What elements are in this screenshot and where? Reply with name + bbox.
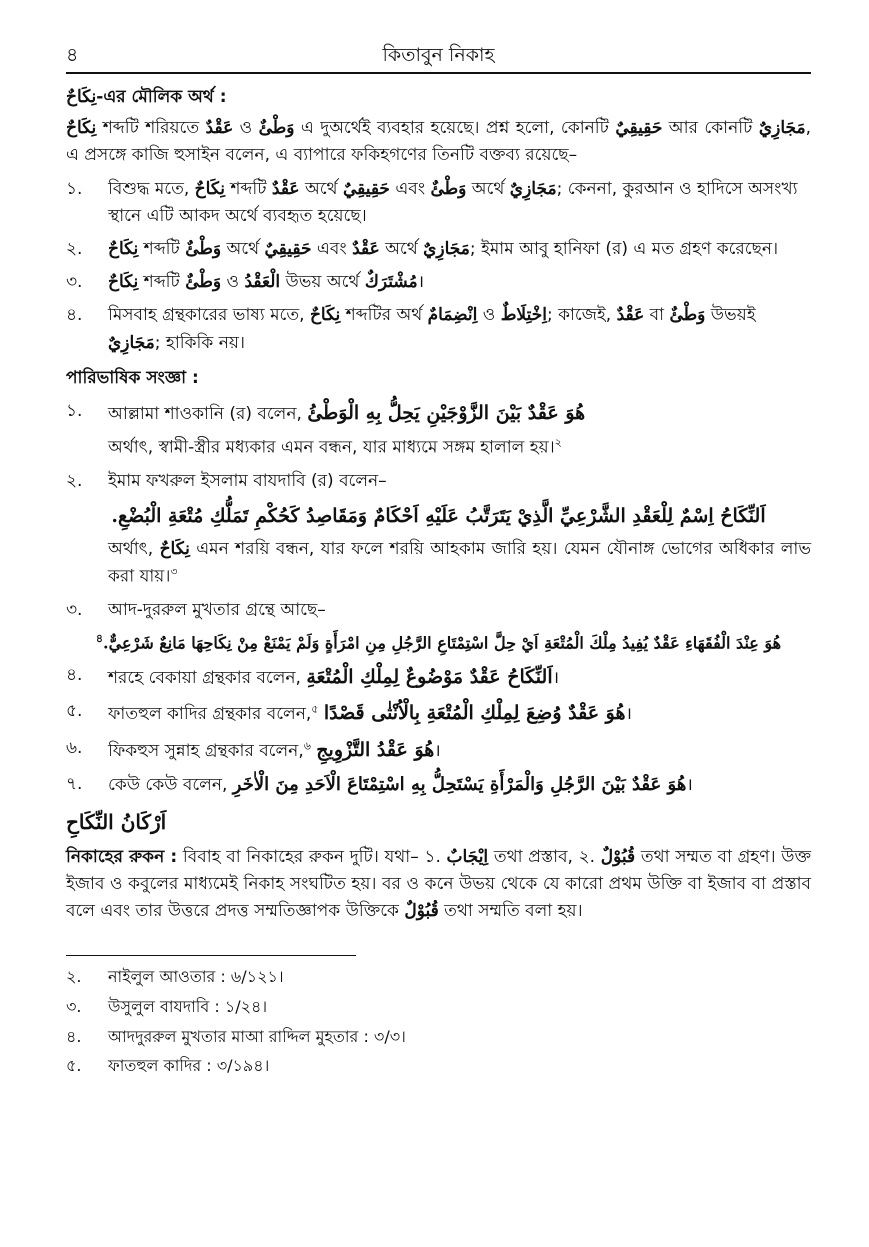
- footnote-ref[interactable]: ২: [554, 436, 562, 450]
- footnote-ref[interactable]: ৪: [95, 631, 104, 645]
- opinion-arabic-term: مَجَازِيٌ: [509, 178, 557, 199]
- page-title: কিতাবুন নিকাহ: [382, 44, 495, 66]
- opinion-item-1: [66, 176, 811, 230]
- heading-text: -এর মৌলিক অর্থ :: [96, 87, 227, 107]
- opinion-bengali-text: অর্থে: [221, 238, 265, 259]
- definition-item-5: [66, 698, 811, 728]
- footnote-ref[interactable]: ৬: [303, 738, 311, 752]
- intro-arabic-3: وَطْئٌ: [258, 118, 295, 139]
- footnote-text: উসুলুল বাযদাবি : ১/২৪।: [108, 996, 268, 1016]
- opinion-arabic-term: نِكَاحٌ: [309, 305, 341, 326]
- opinion-bengali-text: ও: [477, 305, 501, 326]
- end-mark: ।: [434, 740, 441, 761]
- arkan-heading: اَرْكَانُ النِّكَاحِ: [66, 809, 167, 834]
- intro-text-3: আর কোনটি: [668, 118, 753, 139]
- definition-body: [108, 735, 811, 765]
- definition-text: ফিকহুস সুন্নাহ গ্রন্থকার বলেন,: [108, 740, 304, 761]
- definition-arabic-2: اَلنِّكَاحُ اِسْمٌ لِلْعَقْدِ الشَّرْعِيِّ الَّذِيْ يَتَرَتَّبُ عَلَيْهِ اَحْكَامٌ وَمَقَاصِدُ كَحُكْمِ تَمَلُّكِ مُتْعَةِ الْبُضْعِ.: [111, 505, 766, 528]
- section-heading-definition: পারিভাষিক সংজ্ঞা :: [66, 367, 199, 388]
- opinion-bengali-text: ও: [221, 272, 245, 293]
- opinions-list: [66, 176, 811, 357]
- opinion-bengali-text: অর্থে: [466, 178, 510, 199]
- list-number: ৪.: [66, 305, 83, 326]
- definition-text: শরহে বেকায়া গ্রন্থকার বলেন,: [108, 667, 301, 688]
- arkan-arabic: قُبُوْلٌ: [600, 846, 636, 867]
- definition-item-7: [66, 771, 811, 800]
- intro-text-1: শব্দটি শরিয়তে: [102, 118, 200, 139]
- list-number: ২.: [66, 471, 83, 492]
- opinion-bengali-text: শব্দটি: [224, 178, 272, 199]
- definition-item-3: [66, 597, 811, 624]
- arabic-text: هُوَ عِنْدَ الْفُقَهَاءِ عَقْدٌ يُفِيدُ مِلْكَ الْمُتْعَةِ اَيْ حِلَّ اسْتِمْتَاعِ الرَّجُلِ مِنِ امْرَأَةٍ وَلَمْ يَمْنَعْ مِنْ نِكَاحِهَا مَانِعٌ شَرْعِيٌّ.: [103, 633, 782, 653]
- section-heading-meaning: [66, 84, 811, 111]
- arkan-arabic: اِيْجَابٌ: [446, 846, 489, 867]
- opinion-bengali-text: ; কেননা, কুরআন ও হাদিসে অসংখ্য স্থানে এটি আকদ অর্থে ব্যবহৃত হয়েছে।: [108, 178, 798, 226]
- definition-item-1: [66, 398, 811, 428]
- arkan-text: বিবাহ বা নিকাহের রুকন দুটি। যথা– ১.: [182, 846, 441, 867]
- opinion-arabic-term: مُشْتَرَكٌ: [364, 272, 418, 293]
- definition-arabic: اَلنِّكَاحُ عَقْدٌ مَوْضُوعٌ لِمِلْكِ الْمُتْعَةِ: [306, 665, 553, 688]
- meaning-text: এমন শরয়ি বন্ধন, যার ফলে শরয়ি আহকাম জারি হয়। যেমন যৌনাঙ্গ ভোগের অধিকার লাভ করা যায়।: [108, 538, 811, 587]
- list-number: ৭.: [66, 774, 83, 794]
- intro-text-2: এ দুঅর্থেই ব্যবহার হয়েছে। প্রশ্ন হলো, কোনটি: [300, 118, 609, 139]
- opinion-text: [108, 302, 811, 356]
- definition-arabic: هُوَ عَقْدٌ بَيْنَ الزَّوْجَيْنِ يَحِلُّ بِهِ الْوَطْئُ: [307, 401, 586, 424]
- opinion-arabic-term: وَطْئٌ: [185, 238, 222, 259]
- footnote-number: ৫.: [66, 1056, 82, 1076]
- opinion-item-3: [66, 269, 811, 296]
- definition-item-4: [66, 662, 811, 692]
- opinion-bengali-text: বা: [644, 305, 670, 326]
- footnote-text: ফাতহুল কাদির : ৩/১৯৪।: [108, 1056, 270, 1076]
- opinion-bengali-text: ; ইমাম আবু হানিফা (র) এ মত গ্রহণ করেছেন।: [469, 238, 779, 259]
- page: [66, 36, 811, 1083]
- opinion-arabic-term: حَقِيقِيٌ: [264, 238, 312, 259]
- opinion-arabic-term: مَجَازِيٌ: [108, 332, 155, 353]
- intro-text-4: , এ প্রসঙ্গে কাজি হুসাইন বলেন, এ ব্যাপারে ফকিহগণের তিনটি বক্তব্য রয়েছে–: [66, 118, 811, 166]
- opinion-bengali-text: ।: [417, 272, 425, 293]
- definition-text: কেউ কেউ বলেন,: [108, 775, 228, 795]
- opinion-text: [108, 176, 811, 230]
- opinion-item-4: [66, 302, 811, 356]
- intro-arabic-5: مَجَازِيٌ: [758, 118, 806, 139]
- arkan-paragraph: [66, 844, 811, 926]
- definition-text: ফাতহুল কাদির গ্রন্থকার বলেন,: [108, 704, 312, 725]
- opinion-arabic-term: اِنْضِمَامٌ: [427, 305, 478, 326]
- end-mark: ।: [686, 775, 693, 795]
- definition-arabic: هُوَ عَقْدُ التَّزْوِيجِ: [316, 738, 435, 761]
- list-number: ৩.: [66, 272, 83, 293]
- definition-text: আদ-দুররুল মুখতার গ্রন্থে আছে–: [108, 599, 326, 620]
- definition-meaning-2: [108, 536, 811, 591]
- definition-body: [108, 398, 811, 428]
- opinion-arabic-term: عَقْدٌ: [616, 305, 645, 326]
- arkan-text: তথা সম্মত বা গ্রহণ। উক্ত ইজাব ও কবুলের মাধ্যমেই নিকাহ সংঘটিত হয়। বর ও কনে উভয় থেকে যে কারো প্রথম উক্তি বা ইজাব বা প্রস্তাব বলে এবং তার উত্তরে প্রদত্ত সম্মতিজ্ঞাপক উক্তিকে: [66, 846, 812, 922]
- opinion-arabic-term: مَجَازِيٌ: [423, 238, 470, 259]
- definition-body: [108, 698, 811, 728]
- opinion-bengali-text: উভয়ই: [705, 305, 756, 326]
- footnote-number: ৪.: [66, 1026, 82, 1046]
- opinion-bengali-text: শব্দটির অর্থ: [340, 305, 428, 326]
- intro-arabic-4: حَقِيقِيٌ: [615, 118, 663, 139]
- opinion-bengali-text: শব্দটি: [138, 272, 186, 293]
- opinion-bengali-text: অর্থে: [379, 238, 424, 259]
- footnote-item: [66, 1053, 811, 1079]
- opinion-text: [108, 236, 811, 263]
- opinion-arabic-term: عَقْدٌ: [352, 238, 380, 259]
- end-mark: ।: [625, 704, 632, 725]
- opinion-arabic-term: اِخْتِلَاطٌ: [500, 305, 547, 326]
- footnotes-list: [66, 964, 811, 1078]
- footnote-item: [66, 994, 811, 1020]
- definition-body: [108, 662, 811, 692]
- footnote-divider: [66, 955, 356, 956]
- definition-text: ইমাম ফখরুল ইসলাম বাযদাবি (র) বলেন–: [108, 471, 387, 492]
- footnote-ref[interactable]: ৫: [311, 702, 319, 716]
- opinion-bengali-text: উভয় অর্থে: [280, 272, 365, 293]
- footnote-text: নাইলুল আওতার : ৬/১২১।: [108, 967, 284, 987]
- intro-arabic-1: نِكَاحٌ: [66, 118, 97, 139]
- opinion-arabic-term: عَقْدٌ: [271, 178, 300, 199]
- list-number: ২.: [66, 238, 83, 259]
- opinion-bengali-text: শব্দটি: [138, 238, 186, 259]
- definition-arabic-3: [66, 630, 811, 656]
- opinion-bengali-text: এবং: [311, 238, 353, 259]
- opinion-arabic-term: حَقِيقِيٌ: [342, 178, 390, 199]
- list-number: ৩.: [66, 599, 83, 620]
- opinion-bengali-text: ; কাজেই,: [546, 305, 617, 326]
- opinion-arabic-term: وَطْئٌ: [669, 305, 706, 326]
- opinion-bengali-text: অর্থে: [299, 178, 343, 199]
- definition-arabic: هُوَ عَقْدٌ بَيْنَ الرَّجُلِ وَالْمَرْأَةِ يَسْتَحِلُّ بِهِ اسْتِمْتَاعَ الْاَحَدِ مِنَ الْاٰخَرِ: [232, 774, 687, 795]
- intro-arabic-2: عَقْدٌ: [205, 118, 234, 139]
- opinion-item-2: [66, 236, 811, 263]
- end-mark: ।: [552, 667, 560, 688]
- opinion-bengali-text: এবং: [389, 178, 431, 199]
- opinion-arabic-term: نِكَاحٌ: [108, 272, 139, 293]
- page-header: [66, 36, 811, 74]
- definition-meaning-1: [108, 434, 811, 462]
- page-number: ৪: [66, 44, 79, 66]
- definition-item-6: [66, 735, 811, 765]
- opinion-text: [108, 269, 811, 296]
- footnote-ref[interactable]: ৩: [170, 564, 178, 578]
- meaning-text: অর্থাৎ,: [108, 538, 154, 559]
- list-number: ৫.: [66, 701, 83, 722]
- opinion-arabic-term: نِكَاحٌ: [194, 178, 225, 199]
- opinion-bengali-text: ; হাকিকি নয়।: [154, 332, 245, 353]
- list-number: ৪.: [66, 664, 83, 685]
- intro-and: ও: [239, 118, 253, 139]
- definition-body: [108, 771, 811, 800]
- meaning-text: অর্থাৎ, স্বামী-স্ত্রীর মধ্যকার এমন বন্ধন, যার মাধ্যমে সঙ্গম হালাল হয়।: [108, 437, 555, 458]
- list-number: ১.: [66, 178, 83, 199]
- footnote-number: ৩.: [66, 996, 82, 1016]
- list-number: ৬.: [66, 737, 83, 758]
- list-number: ১.: [66, 400, 83, 421]
- arkan-arabic: قُبُوْلٌ: [404, 901, 439, 922]
- opinion-bengali-text: বিশুদ্ধ মতে,: [108, 178, 195, 199]
- heading-arabic-word: نِكَاحٌ: [66, 87, 97, 107]
- footnote-item: [66, 964, 811, 990]
- footnote-item: [66, 1024, 811, 1050]
- arkan-label: নিকাহের রুকন :: [66, 846, 178, 867]
- opinion-arabic-term: نِكَاحٌ: [108, 238, 139, 259]
- definition-item-2: [66, 468, 811, 495]
- definition-text: আল্লামা শাওকানি (র) বলেন,: [108, 403, 302, 424]
- opinion-arabic-term: وَطْئٌ: [185, 272, 222, 293]
- footnote-text: আদদুররুল মুখতার মাআ রাদ্দিল মুহতার : ৩/৩।: [108, 1026, 406, 1046]
- opinion-arabic-term: الْعَقْدُ: [244, 272, 281, 293]
- arkan-text: তথা সম্মতি বলা হয়।: [444, 901, 583, 922]
- meaning-arabic: نِكَاحٌ: [159, 538, 190, 559]
- opinion-bengali-text: মিসবাহ গ্রন্থকারের ভাষ্য মতে,: [108, 305, 310, 326]
- arkan-text: তথা প্রস্তাব, ২.: [493, 846, 596, 867]
- intro-paragraph: [66, 115, 811, 169]
- footnote-number: ২.: [66, 967, 82, 987]
- definition-arabic: هُوَ عَقْدٌ وُضِعَ لِمِلْكِ الْمُتْعَةِ بِالْاُنْثٰى قَصْدًا: [323, 702, 626, 725]
- opinion-arabic-term: وَطْئٌ: [430, 178, 467, 199]
